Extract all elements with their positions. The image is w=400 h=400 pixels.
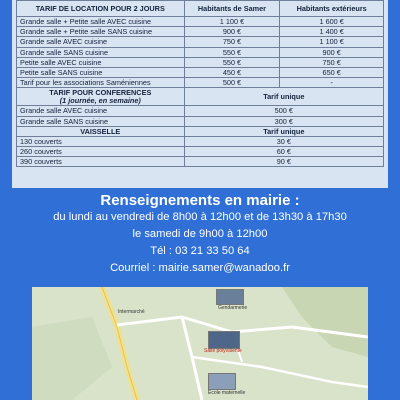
header-samer: Habitants de Samer	[184, 1, 280, 17]
vaisselle-unique: Tarif unique	[184, 126, 383, 136]
conferences-header-row	[17, 88, 384, 106]
table-row	[17, 116, 384, 126]
info-title: Renseignements en mairie :	[100, 192, 300, 209]
row-samer: 450 €	[184, 67, 280, 77]
row-samer: 500 €	[184, 78, 280, 88]
row-ext: 1 400 €	[280, 27, 384, 37]
row-samer: 900 €	[184, 27, 280, 37]
table-row	[17, 157, 384, 167]
row-ext: 1 600 €	[280, 17, 384, 27]
row-price: 500 €	[184, 106, 383, 116]
row-label: 260 couverts	[17, 147, 185, 157]
row-label: Grande salle + Petite salle AVEC cuisine	[17, 17, 185, 27]
row-label: 130 couverts	[17, 136, 185, 146]
tarif-panel	[12, 0, 388, 188]
table-row	[17, 27, 384, 37]
row-ext: 900 €	[280, 47, 384, 57]
hours-saturday: le samedi de 9h00 à 12h00	[132, 228, 268, 240]
info-section	[0, 190, 400, 277]
row-label: Grande salle + Petite salle SANS cuisine	[17, 27, 185, 37]
row-label: Tarif pour les associations Saméniennes	[17, 78, 185, 88]
table-header-row	[17, 1, 384, 17]
header-label: TARIF DE LOCATION POUR 2 JOURS	[17, 1, 185, 17]
row-samer: 1 100 €	[184, 17, 280, 27]
row-label: Petite salle SANS cuisine	[17, 67, 185, 77]
phone: Tél : 03 21 33 50 64	[150, 245, 250, 257]
table-row	[17, 67, 384, 77]
row-ext: 1 100 €	[280, 37, 384, 47]
vaisselle-title: VAISSELLE	[17, 126, 185, 136]
table-row	[17, 78, 384, 88]
conferences-title: TARIF POUR CONFERENCES	[49, 87, 152, 97]
conferences-unique: Tarif unique	[184, 88, 383, 106]
table-row	[17, 106, 384, 116]
row-label: Grande salle SANS cuisine	[17, 116, 185, 126]
row-samer: 550 €	[184, 47, 280, 57]
table-row	[17, 17, 384, 27]
header-ext: Habitants extérieurs	[280, 1, 384, 17]
row-price: 30 €	[184, 136, 383, 146]
table-row	[17, 147, 384, 157]
row-price: 90 €	[184, 157, 383, 167]
gendarmerie-photo	[216, 289, 244, 305]
location-map[interactable]	[32, 287, 368, 400]
map-label-salle: Salle polyvalente	[204, 348, 242, 354]
table-row	[17, 57, 384, 67]
row-ext: -	[280, 78, 384, 88]
vaisselle-header-row	[17, 126, 384, 136]
row-samer: 550 €	[184, 57, 280, 67]
table-row	[17, 47, 384, 57]
row-ext: 650 €	[280, 67, 384, 77]
conferences-title-cell	[17, 88, 185, 106]
map-label-intermarche: Intermarché	[118, 309, 145, 315]
row-ext: 750 €	[280, 57, 384, 67]
ecole-photo	[208, 373, 236, 390]
email-link[interactable]: Courriel : mairie.samer@wanadoo.fr	[110, 262, 290, 274]
row-price: 300 €	[184, 116, 383, 126]
map-label-gendarmerie: Gendarmerie	[218, 305, 248, 311]
row-price: 60 €	[184, 147, 383, 157]
table-row	[17, 37, 384, 47]
hours-weekday: du lundi au vendredi de 8h00 à 12h00 et de 13h30 à 17h30	[53, 211, 347, 223]
row-label: Grande salle SANS cuisine	[17, 47, 185, 57]
row-samer: 750 €	[184, 37, 280, 47]
table-row	[17, 136, 384, 146]
row-label: Grande salle AVEC cuisine	[17, 106, 185, 116]
map-drawing	[32, 287, 368, 400]
map-label-ecole: Ecole maternelle	[208, 390, 246, 396]
conferences-subtitle: (1 journée, en semaine)	[59, 95, 141, 105]
row-label: Petite salle AVEC cuisine	[17, 57, 185, 67]
row-label: Grande salle AVEC cuisine	[17, 37, 185, 47]
tarif-table	[16, 0, 384, 167]
salle-photo	[208, 331, 240, 349]
row-label: 390 couverts	[17, 157, 185, 167]
